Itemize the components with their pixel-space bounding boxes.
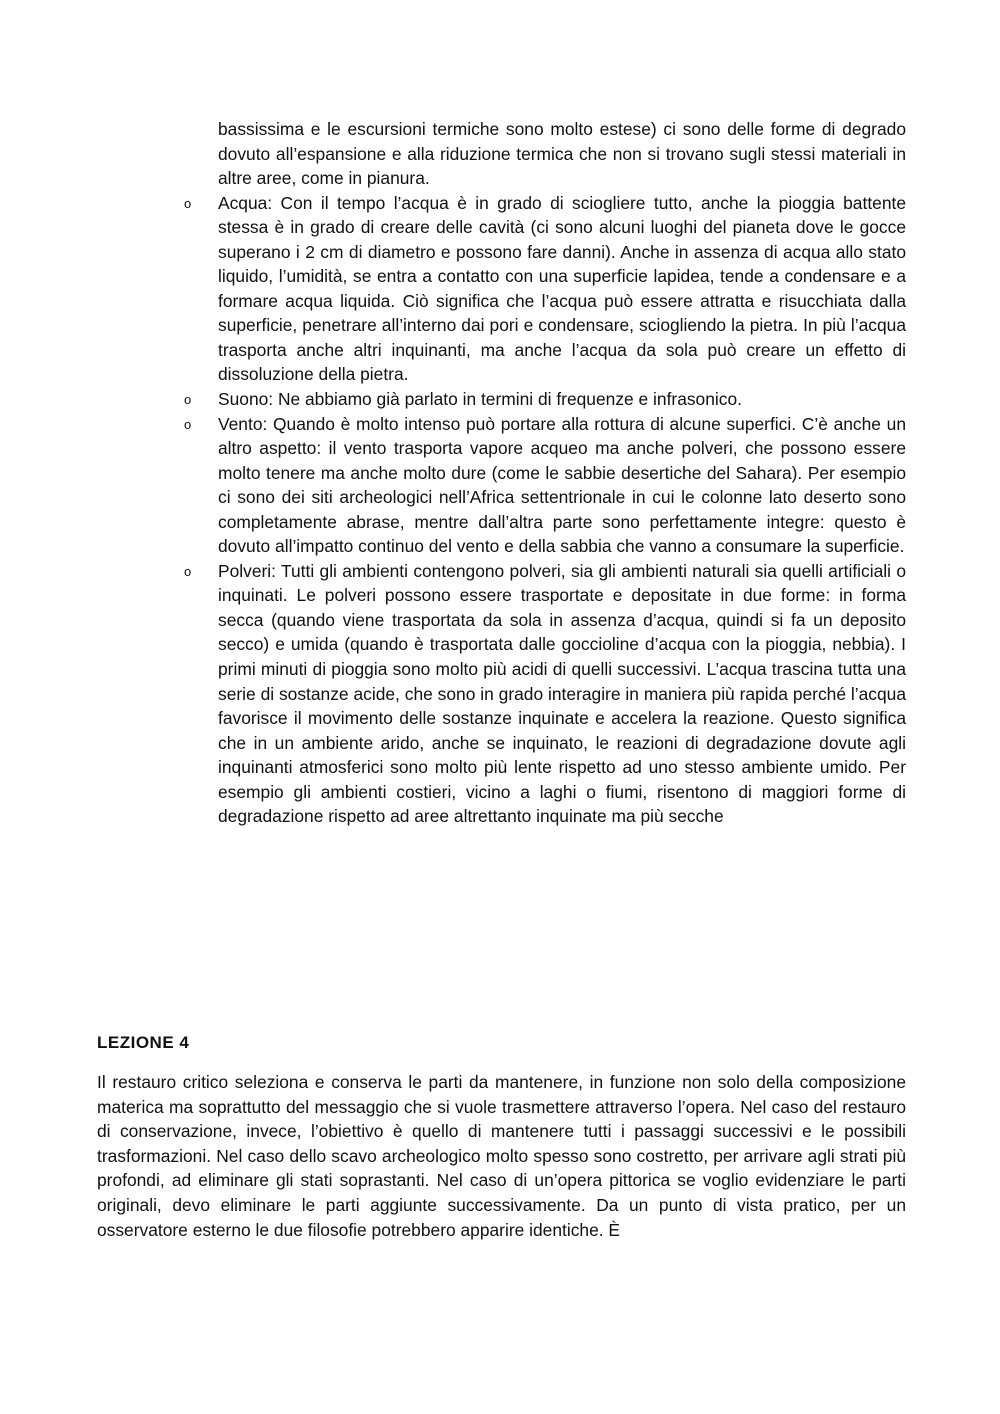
list-item-text: Polveri: Tutti gli ambienti contengono polveri, sia gli ambienti naturali sia quelli artificiali o inquinati. Le polveri possono essere trasportate e depositate in due forme: in forma secca (quando viene trasportata da sola in assenza d’acqua, quindi si fa un deposito secco) e umida (quando è trasportata dalle goccioline d’acqua con la pioggia, nebbia). I primi minuti di pioggia sono molto più acidi di quelli successivi. L’acqua trascina tutta una serie di sostanze acide, che sono in grado interagire in maniera più rapida perché l’acqua favorisce il movimento delle sostanze inquinate e accelera la reazione. Questo significa che in un ambiente arido, anche se inquinato, le reazioni di degradazione dovute agli inquinanti atmosferici sono molto più lente rispetto ad uno stesso ambiente umido. Per esempio gli ambienti costieri, vicino a laghi o fiumi, risentono di maggiori forme di degradazione rispetto ad aree altrettanto inquinate ma più secche bbox=[218, 560, 906, 827]
list-item-text: Vento: Quando è molto intenso può portare alla rottura di alcune superfici. C’è anche un altro aspetto: il vento trasporta vapore acqueo ma anche polveri, che possono essere molto tenere ma anche molto dure (come le sabbie desertiche del Sahara). Per esempio ci sono dei siti archeologici nell’Africa settentrionale in cui le colonne lato deserto sono completamente abrase, mentre dall’altra parte sono perfettamente integre: questo è dovuto all’impatto continuo del vento e della sabbia che vanno a consumare la superficie. bbox=[218, 413, 906, 557]
list-item-suono bbox=[176, 387, 906, 412]
list-item-polveri bbox=[176, 559, 906, 829]
bullet-marker-icon: o bbox=[184, 416, 192, 432]
list-item-text: Acqua: Con il tempo l’acqua è in grado di sciogliere tutto, anche la pioggia battente stessa è in grado di creare delle cavità (ci sono alcuni luoghi del pianeta dove le gocce superano i 2 cm di diametro e possono fare danni). Anche in assenza di acqua allo stato liquido, l’umidità, se entra a contatto con una superficie lapidea, tende a condensare e a formare acqua liquida. Ciò significa che l’acqua può essere attratta e risucchiata dalla superficie, penetrare all’interno dai pori e condensare, sciogliendo la pietra. In più l’acqua trasporta anche altri inquinanti, ma anche l’acqua da sola può creare un effetto di dissoluzione della pietra. bbox=[218, 192, 906, 385]
list-item-vento bbox=[176, 412, 906, 559]
bullet-marker-icon: o bbox=[184, 392, 192, 408]
list-item-text: Suono: Ne abbiamo già parlato in termini di frequenze e infrasonico. bbox=[218, 389, 742, 410]
section-heading: LEZIONE 4 bbox=[97, 1033, 190, 1052]
continuation-text: bassissima e le escursioni termiche sono molto estese) ci sono delle forme di degrado dovuto all’espansione e alla riduzione termica che non si trovano sugli stessi materiali in altre aree, come in pianura. bbox=[218, 119, 906, 189]
bullet-marker-icon: o bbox=[184, 195, 192, 211]
bullet-marker-icon: o bbox=[184, 563, 192, 579]
list-item-acqua bbox=[176, 191, 906, 387]
section-paragraph: Il restauro critico seleziona e conserva le parti da mantenere, in funzione non solo della composizione materica ma soprattutto del messaggio che si vuole trasmettere attraverso l’opera. Nel caso del restauro di conservazione, invece, l’obiettivo è quello di mantenere tutti i passaggi successivi e le possibili trasformazioni. Nel caso dello scavo archeologico molto spesso sono costretto, per arrivare agli strati più profondi, ad eliminare gli stati soprastanti. Nel caso di un’opera pittorica se voglio evidenziare le parti originali, devo eliminare le parti aggiunte successivamente. Da un punto di vista pratico, per un osservatore esterno le due filosofie potrebbero apparire identiche. È bbox=[97, 1072, 906, 1240]
list-item-continuation bbox=[176, 117, 906, 191]
bullet-list bbox=[176, 117, 906, 829]
